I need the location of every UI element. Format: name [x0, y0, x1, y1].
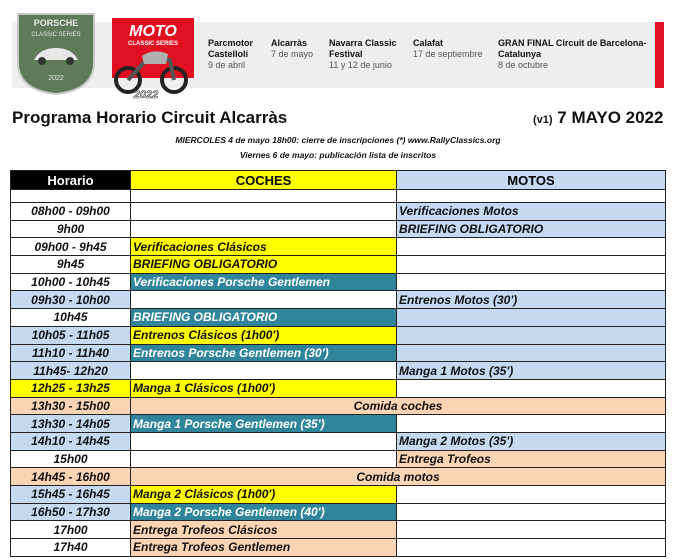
svg-text:CLASSIC SERIES: CLASSIC SERIES	[127, 41, 179, 47]
motos-cell	[397, 309, 666, 327]
time-cell: 10h00 - 10h45	[11, 273, 131, 291]
motos-cell	[397, 503, 666, 521]
time-cell: 09h00 - 9h45	[11, 238, 131, 256]
motos-cell: Entrenos Motos (30')	[397, 291, 666, 309]
coches-cell	[131, 220, 397, 238]
time-cell: 9h00	[11, 220, 131, 238]
svg-text:2022: 2022	[48, 75, 64, 82]
moto-classic-series-logo	[108, 8, 198, 100]
motos-cell	[397, 379, 666, 397]
calendar-event-name: GRAN FINAL Circuit de Barcelona-Catalunya	[498, 38, 647, 59]
table-row	[11, 539, 666, 557]
motos-cell: Manga 2 Motos (35')	[397, 432, 666, 450]
calendar-event-alcarras	[271, 38, 313, 60]
time-cell: 12h25 - 13h25	[11, 379, 131, 397]
svg-text:CLASSIC SERIES: CLASSIC SERIES	[31, 32, 81, 38]
registration-note: MIERCOLES 4 de mayo 18h00: cierre de inscripciones (*) www.RallyClassics.org	[175, 135, 501, 145]
time-cell: 10h45	[11, 309, 131, 327]
motos-cell: Manga 1 Motos (35')	[397, 362, 666, 380]
page-title: Programa Horario Circuit Alcarràs	[12, 108, 288, 127]
header-horario: Horario	[11, 171, 131, 190]
time-cell: 09h30 - 10h00	[11, 291, 131, 309]
coches-cell: Entrega Trofeos Gentlemen	[131, 539, 397, 557]
version-date	[533, 108, 663, 128]
motos-cell	[397, 238, 666, 256]
time-cell: 16h50 - 17h30	[11, 503, 131, 521]
merged-cell: Comida motos	[131, 468, 666, 486]
header-motos: MOTOS	[397, 171, 666, 190]
calendar-event-name: Calafat	[413, 38, 444, 48]
coches-cell	[131, 203, 397, 221]
time-cell: 17h00	[11, 521, 131, 539]
table-row	[11, 450, 666, 468]
motos-cell	[397, 486, 666, 504]
table-row	[11, 397, 666, 415]
table-row	[11, 362, 666, 380]
table-row	[11, 291, 666, 309]
merged-cell: Comida coches	[131, 397, 666, 415]
coches-cell	[131, 362, 397, 380]
svg-text:MOTO: MOTO	[129, 23, 177, 40]
time-cell: 14h10 - 14h45	[11, 432, 131, 450]
svg-text:2022: 2022	[133, 89, 159, 100]
table-row	[11, 432, 666, 450]
table-row	[11, 238, 666, 256]
table-row	[11, 344, 666, 362]
coches-cell: Manga 1 Clásicos (1h00')	[131, 379, 397, 397]
table-row	[11, 256, 666, 274]
coches-cell: Manga 1 Porsche Gentlemen (35')	[131, 415, 397, 433]
calendar-event-name: Parcmotor Castellolí	[208, 38, 254, 59]
time-cell: 11h10 - 11h40	[11, 344, 131, 362]
coches-cell: Entrenos Clásicos (1h00')	[131, 326, 397, 344]
header-coches: COCHES	[131, 171, 397, 190]
motos-cell	[397, 273, 666, 291]
calendar-event-date: 11 y 12 de junio	[329, 60, 392, 70]
table-header-row	[11, 171, 666, 190]
coches-cell: BRIEFING OBLIGATORIO	[131, 256, 397, 274]
time-cell: 08h00 - 09h00	[11, 203, 131, 221]
header-red-stripe	[655, 22, 664, 88]
calendar-event-date: 8 de octubre	[498, 60, 549, 70]
version-label: (v1)	[533, 114, 553, 126]
spacer-row	[11, 190, 666, 203]
calendar-event-navarra	[329, 38, 401, 71]
time-cell: 11h45- 12h20	[11, 362, 131, 380]
table-row	[11, 415, 666, 433]
table-row	[11, 379, 666, 397]
time-cell: 10h05 - 11h05	[11, 326, 131, 344]
table-row	[11, 326, 666, 344]
coches-cell: Manga 2 Clásicos (1h00')	[131, 486, 397, 504]
motos-cell	[397, 256, 666, 274]
time-cell: 15h00	[11, 450, 131, 468]
motos-cell	[397, 326, 666, 344]
event-date: 7 MAYO 2022	[557, 108, 664, 127]
time-cell: 15h45 - 16h45	[11, 486, 131, 504]
calendar-event-date: 7 de mayo	[271, 49, 314, 59]
svg-text:PORSCHE: PORSCHE	[33, 18, 79, 28]
calendar-event-date: 17 de septiembre	[413, 49, 483, 59]
coches-cell: Verificaciones Clásicos	[131, 238, 397, 256]
porsche-classic-series-logo	[14, 12, 98, 96]
coches-cell: BRIEFING OBLIGATORIO	[131, 309, 397, 327]
motos-cell	[397, 521, 666, 539]
table-row	[11, 203, 666, 221]
time-cell: 13h30 - 14h05	[11, 415, 131, 433]
time-cell: 13h30 - 15h00	[11, 397, 131, 415]
coches-cell	[131, 450, 397, 468]
motos-cell: Verificaciones Motos	[397, 203, 666, 221]
table-row	[11, 468, 666, 486]
calendar-event-castelloli	[208, 38, 263, 71]
entrants-note: Viernes 6 de mayo: publicación lista de inscritos	[239, 150, 437, 160]
table-row	[11, 220, 666, 238]
table-row	[11, 273, 666, 291]
table-row	[11, 309, 666, 327]
time-cell: 14h45 - 16h00	[11, 468, 131, 486]
coches-cell	[131, 432, 397, 450]
motos-cell: Entrega Trofeos	[397, 450, 666, 468]
table-row	[11, 503, 666, 521]
coches-cell: Entrega Trofeos Clásicos	[131, 521, 397, 539]
schedule-table	[10, 170, 666, 557]
coches-cell	[131, 291, 397, 309]
time-cell: 9h45	[11, 256, 131, 274]
calendar-event-name: Alcarràs	[271, 38, 308, 48]
calendar-event-name: Navarra Classic Festival	[329, 38, 397, 59]
table-row	[11, 486, 666, 504]
time-cell: 17h40	[11, 539, 131, 557]
calendar-event-gran-final	[498, 38, 648, 71]
coches-cell: Entrenos Porsche Gentlemen (30')	[131, 344, 397, 362]
motos-cell: BRIEFING OBLIGATORIO	[397, 220, 666, 238]
table-row	[11, 521, 666, 539]
calendar-event-calafat	[413, 38, 483, 60]
motos-cell	[397, 415, 666, 433]
calendar-event-date: 9 de abril	[208, 60, 246, 70]
motos-cell	[397, 539, 666, 557]
coches-cell: Verificaciones Porsche Gentlemen	[131, 273, 397, 291]
coches-cell: Manga 2 Porsche Gentlemen (40')	[131, 503, 397, 521]
motos-cell	[397, 344, 666, 362]
